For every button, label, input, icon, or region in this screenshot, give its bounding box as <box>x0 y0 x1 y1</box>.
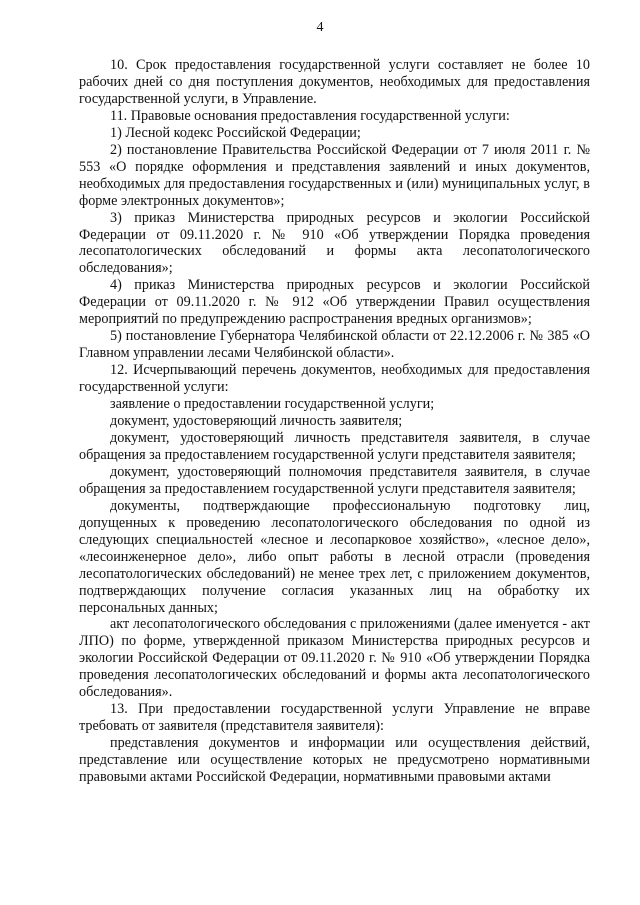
document-item-professional-training: документы, подтверждающие профессиональную подготовку лиц, допущенных к проведению лесопатологического обследования по одной из следующих специальностей «лесное и лесопарковое хозяйство», «лесное дело», «лесоинженерное дело», либо опыт работы в лесной отрасли (проведения лесопатологических обследований) не менее трех лет, с приложением документов, подтверждающих получение согласия указанных лиц на обработку их персональных данных; <box>79 497 590 616</box>
paragraph-10-term: 10. Срок предоставления государственной услуги составляет не более 10 рабочих дней со дня поступления документов, необходимых для предоставления государственной услуги, в Управление. <box>79 57 590 107</box>
legal-basis-item-5: 5) постановление Губернатора Челябинской области от 22.12.2006 г. № 385 «О Главном управлении лесами Челябинской области». <box>79 328 590 362</box>
legal-basis-item-2: 2) постановление Правительства Российской Федерации от 7 июля 2011 г. № 553 «О порядке оформления и представления заявлений и иных документов, необходимых для предоставления государственных и (или) муниципальных услуг, в форме электронных документов»; <box>79 141 590 209</box>
document-body <box>79 57 590 786</box>
page-number: 4 <box>316 20 324 35</box>
legal-basis-item-4: 4) приказ Министерства природных ресурсов и экологии Российской Федерации от 09.11.2020 г. № 912 «Об утверждении Правил осуществления мероприятий по предупреждению распространения вредных организмов»; <box>79 277 590 328</box>
paragraph-13-prohibitions: 13. При предоставлении государственной услуги Управление не вправе требовать от заявителя (представителя заявителя): <box>79 701 590 735</box>
paragraph-11-legal-basis: 11. Правовые основания предоставления государственной услуги: <box>110 107 510 124</box>
document-item-representative-authority: документ, удостоверяющий полномочия представителя заявителя, в случае обращения за предоставлением государственной услуги представителя заявителя; <box>79 463 590 497</box>
legal-basis-item-3: 3) приказ Министерства природных ресурсов и экологии Российской Федерации от 09.11.2020 г. № 910 «Об утверждении Порядка проведения лесопатологических обследований и формы акта лесопатологического обследования»; <box>79 209 590 277</box>
document-item-inspection-act: акт лесопатологического обследования с приложениями (далее именуется - акт ЛПО) по форме, утвержденной приказом Министерства природных ресурсов и экологии Российской Федерации от 09.11.2020 г. № 910 «Об утверждении Порядка проведения лесопатологических обследований и формы акта лесопатологического обследования». <box>79 616 590 701</box>
document-item-application: заявление о предоставлении государственной услуги; <box>110 396 435 413</box>
document-item-applicant-id: документ, удостоверяющий личность заявителя; <box>110 413 403 430</box>
paragraph-12-documents-list: 12. Исчерпывающий перечень документов, необходимых для предоставления государственной услуги: <box>79 362 590 396</box>
legal-basis-item-1: 1) Лесной кодекс Российской Федерации; <box>110 124 361 141</box>
document-item-representative-id: документ, удостоверяющий личность представителя заявителя, в случае обращения за предоставлением государственной услуги представителя заявителя; <box>79 429 590 463</box>
prohibition-item-1: представления документов и информации или осуществления действий, представление или осуществление которых не предусмотрено нормативными правовыми актами Российской Федерации, нормативными правовыми актами <box>79 735 590 786</box>
